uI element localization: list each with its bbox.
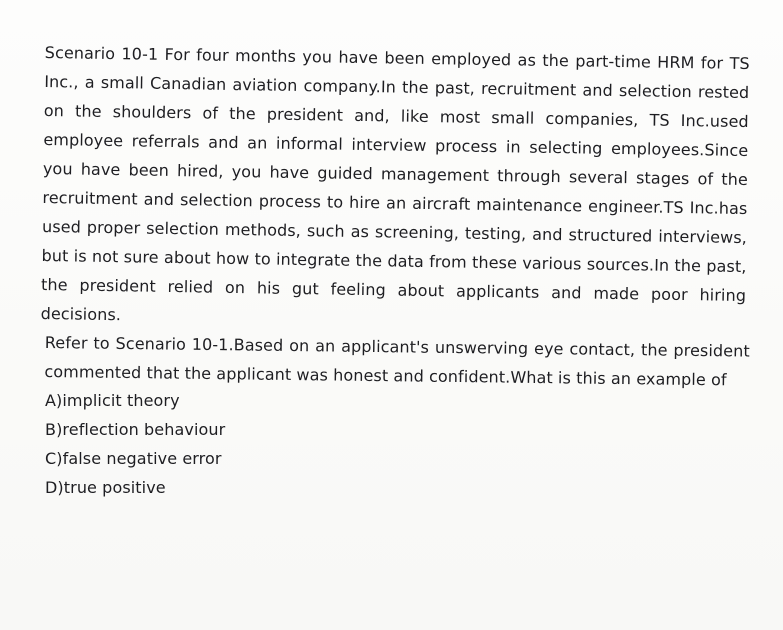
option-c: C)false negative error bbox=[45, 449, 222, 468]
option-d: D)true positive bbox=[45, 478, 166, 497]
question-prompt: Refer to Scenario 10-1.Based on an applicant's unswerving eye contact, the president commented that the applicant was honest and confident.What is this an example of bbox=[44, 332, 750, 390]
question-document bbox=[40, 38, 750, 502]
scenario-paragraph: Scenario 10-1 For four months you have been employed as the part-time HRM for TS Inc., a small Canadian aviation company.In the past, recruitment and selection rested on the shoulders of the president and, like most small companies, TS Inc.used employee referrals and an informal interview process in selecting employees.Since you have been hired, you have guided management through several stages of the recruitment and selection process to hire an aircraft maintenance engineer.TS Inc.has used proper selection methods, such as screening, testing, and structured interviews, but is not sure about how to integrate the data from these various sources.In the past, the president relied on his gut feeling about applicants and made poor hiring decisions. bbox=[40, 42, 750, 325]
option-a: A)implicit theory bbox=[45, 391, 180, 410]
option-b: B)reflection behaviour bbox=[45, 420, 226, 439]
answer-options bbox=[45, 386, 750, 502]
